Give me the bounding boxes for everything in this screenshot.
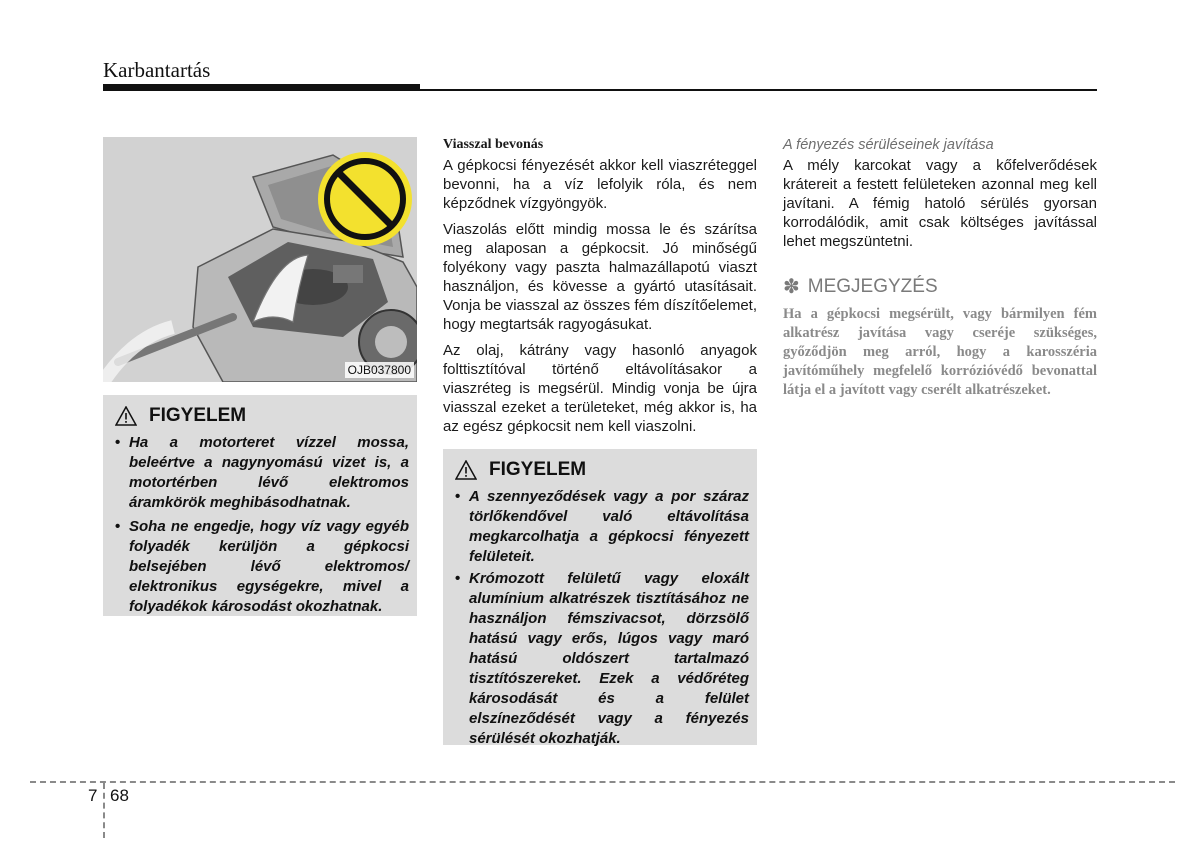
engine-wash-drawing (103, 137, 417, 382)
note-text: Ha a gépkocsi megsérült, vagy bármilyen fém alkatrész javítása vagy cseréje szükséges, győződjön meg arról, hogy a karosszéria javítóműhely megfelelő korrózióvédő bevonattal látja el a javított vagy cserélt alkatrészeket. (783, 306, 1097, 398)
middle-column (443, 137, 757, 745)
left-column (103, 137, 417, 616)
header-rule-thick (103, 84, 420, 91)
warning-item: • Soha ne engedje, hogy víz vagy egyéb folyadék kerüljön a gépkocsi belsejében lévő elektromos/ elektronikus egységekre, mivel a folyadékok károsodást okozhatnak. (113, 517, 409, 617)
warning-list (453, 487, 749, 749)
engine-wash-illustration (103, 137, 417, 382)
warning-box-cleaning (443, 449, 757, 745)
warning-triangle-icon (115, 406, 137, 426)
note-star-icon: ✽ (783, 276, 800, 298)
header-rule-thin (420, 89, 1097, 91)
warning-box-engine-wash (103, 395, 417, 616)
body-paragraph: Viaszolás előtt mindig mossa le és szárítsa meg alaposan a gépkocsit. Jó minőségű folyékony vagy paszta halmazállapotú viaszt használjon, és kövesse a gyártó utasításait. Vonja be viasszal az összes fém díszítőelemet, hogy megtartsák ragyogásukat. (443, 221, 757, 333)
footer-vertical-divider (103, 783, 105, 838)
warning-item: • Krómozott felületű vagy eloxált alumínium alkatrészek tisztításához ne használjon fémszivacsot, dörzsölő hatású vagy erős, lúgos vagy maró hatású oldószert tartalmazó tisztítószereket. Ezek a védőréteg károsodását és a felület elszíneződését vagy a fényezés sérülését okozhatják. (453, 569, 749, 749)
warning-item: • A szennyeződések vagy a por száraz törlőkendővel való eltávolítása megkarcolhatja a gépkocsi fényezett felületeit. (453, 487, 749, 567)
chapter-number: 7 (88, 786, 98, 805)
footer-divider (30, 781, 1175, 783)
figure-code: OJB037800 (345, 362, 414, 378)
body-paragraph: A gépkocsi fényezését akkor kell viaszréteggel bevonni, ha a víz lefolyik róla, és nem képződnek vízgyöngyök. (443, 157, 757, 212)
warning-list (113, 433, 409, 617)
section-heading-waxing: Viasszal bevonás (443, 137, 544, 152)
note-header (783, 274, 1097, 299)
warning-title: FIGYELEM (489, 459, 587, 480)
page-number: 68 (110, 786, 129, 805)
body-paragraph: A mély karcokat vagy a kőfelverődések krátereit a festett felületeken azonnal meg kell javítani. A fémig hatoló sérülés gyorsan korrodálódik, amit csak költséges javítással lehet megszüntetni. (783, 157, 1097, 250)
warning-item: • Ha a motorteret vízzel mossa, beleértve a nagynyomású vizet is, a motortérben lévő elektromos áramkörök meghibásodhatnak. (113, 433, 409, 513)
section-heading-paint-repair: A fényezés sérüléseinek javítása (783, 137, 994, 153)
warning-triangle-icon (455, 460, 477, 480)
note-title: MEGJEGYZÉS (807, 275, 938, 297)
body-paragraph: Az olaj, kátrány vagy hasonló anyagok folttisztítóval történő eltávolításakor a viaszréteg is megsérül. Mindig vonja be újra viasszal ezeket a területeket, még akkor is, ha az egész gépkocsit nem kell viaszolni. (443, 342, 757, 435)
warning-title: FIGYELEM (149, 405, 247, 426)
right-column (783, 137, 1097, 400)
page-header-title: Karbantartás (103, 58, 211, 82)
